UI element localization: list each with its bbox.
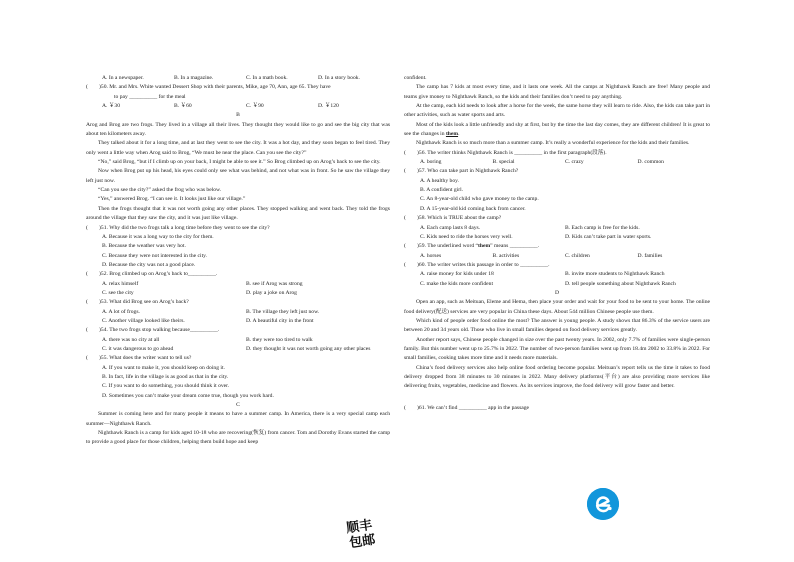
option-d: D. In a story book. bbox=[318, 75, 360, 81]
passage-b-p1: Arog and Brog are two frogs. They lived in a village all their lives. They thought they would like to go and see the big city that was about ten kilometers away. bbox=[86, 121, 390, 138]
passage-b-p5: “Can you see the city?” asked the frog who was below. bbox=[98, 187, 222, 194]
question-50-cont: to pay __________ for the meal bbox=[114, 93, 186, 100]
option-b: B. see if Arog was strong bbox=[246, 280, 303, 287]
shunfeng-logo bbox=[345, 516, 383, 548]
passage-b-p4: Now when Brog put up his head, his eyes could only see what was behind, and not what was in front. So he saw the village they left just now. bbox=[86, 168, 390, 184]
option-a: A. raise money for kids under 18 bbox=[420, 271, 494, 278]
option-c: C. it was dangerous to go ahead bbox=[102, 345, 174, 352]
option-a: A. In a newspaper. bbox=[102, 75, 144, 81]
question-54: ( )54. The two frogs stop walking because__________. bbox=[86, 327, 220, 334]
option-b: B. In a magazine. bbox=[174, 75, 214, 81]
option-a: A. A lot of frogs. bbox=[102, 308, 140, 315]
section-b-heading: B bbox=[236, 112, 240, 119]
option-c: C. children bbox=[565, 252, 590, 259]
q55-option-a: A. If you want to make it, you should keep on doing it. bbox=[102, 364, 225, 371]
passage-b-p7: Then the frogs thought that it was not worth going any other places. They stopped walking and went back. They told the frogs around the village that they saw the city, and it was just like village. bbox=[86, 205, 390, 222]
question-57: ( )57. Who can take part in Nighthawk Ranch? bbox=[404, 168, 519, 175]
q54-options-cd bbox=[86, 345, 390, 354]
q60-options-ab bbox=[404, 270, 710, 279]
option-d: D. Kids can’t take part in water sports. bbox=[565, 233, 652, 240]
passage-c-p1: Summer is coming here and for many people it means to have a summer camp. In America, there is a very special camp each summer—Nighthawk Ranch. bbox=[86, 411, 390, 427]
passage-c-p2: Nighthawk Ranch is a camp for kids aged 10-18 who are recovering(恢复) from cancer. Tom and Dorothy Evans started the camp to provide a good place for those children, helping them build hope and keep bbox=[86, 430, 390, 446]
option-a: A. horses bbox=[420, 252, 442, 259]
option-d: D. play a joke on Arog bbox=[246, 289, 297, 296]
bold-them: them bbox=[478, 243, 491, 250]
q53-options-ab bbox=[86, 308, 390, 317]
q55-option-c: C. If you want to do something, you should think it over. bbox=[102, 383, 230, 390]
option-c: C. Another village looked like theirs. bbox=[102, 317, 185, 324]
option-a: A. relax himself bbox=[102, 280, 139, 287]
text-span: Most of the kids look a little unfriendly and shy at first, but by the time the last day comes, they are different children! It is great to see the changes in bbox=[404, 121, 710, 138]
q58-options-cd bbox=[404, 233, 710, 242]
question-56: ( )56. The writer thinks Nighthawk Ranch is __________ in the first paragraph(段落). bbox=[404, 149, 607, 156]
q58-options-ab bbox=[404, 224, 710, 233]
q52-options-ab bbox=[86, 280, 390, 289]
text-span: ” means __________. bbox=[490, 243, 540, 250]
text-span: ( )59. The underlined word “ bbox=[404, 243, 478, 250]
option-c: C. Kids need to ride the horses very well. bbox=[420, 233, 513, 240]
passage-d-p2: Which kind of people order food online the most? The answer is young people. A study shows that 86.3% of the service users are between 20 and 34 years old. Those who live in small families depend on food delivery services greatly. bbox=[404, 317, 710, 334]
option-a: A. ￥30 bbox=[102, 103, 121, 110]
left-column bbox=[86, 74, 390, 448]
option-a: A. Each camp lasts 8 days. bbox=[420, 224, 481, 231]
q60-options-cd bbox=[404, 280, 710, 289]
passage-c-p3: The camp has 7 kids at most every time, and it lasts one week. All the camps at Nighthawk Ranch are free! Many people and teams give money to Nighthawk Ranch, so the kids and their families don’t need to pay anything. bbox=[404, 84, 710, 100]
option-b: B. special bbox=[492, 159, 515, 166]
passage-b-p2: They talked about it for a long time, and at last they went to see the city. It was a hot day, and they soon began to feel tired. They only went a little way when Arog said to Brog, “We must be near the place. Can you see the city?” bbox=[86, 140, 390, 156]
question-59 bbox=[404, 242, 710, 251]
svg-text:包邮: 包邮 bbox=[348, 532, 377, 548]
q52-options-cd bbox=[86, 289, 390, 298]
option-a: A. boring bbox=[420, 159, 442, 166]
option-b: B. Each camp is free for the kids. bbox=[565, 224, 640, 231]
shunfeng-logo-icon bbox=[345, 516, 383, 548]
q56-options bbox=[404, 158, 710, 167]
passage-b-p6: “Yes,” answered Brog. “I can see it. It looks just like our village.” bbox=[98, 196, 246, 203]
question-61: ( )61. We can’t find __________ app in the passage bbox=[404, 404, 530, 411]
passage-c-p0: confident. bbox=[404, 75, 427, 81]
q51-option-b: B. Because the weather was very hot. bbox=[102, 243, 186, 250]
option-b: B. ￥60 bbox=[174, 103, 192, 110]
q54-options-ab bbox=[86, 336, 390, 345]
question-52: ( )52. Brog climbed up on Arog’s back to__________. bbox=[86, 271, 218, 278]
option-b: B. they were too tired to walk bbox=[246, 336, 313, 343]
q57-option-a: A. A healthy boy. bbox=[420, 177, 459, 184]
option-c: C. ￥90 bbox=[246, 103, 264, 110]
section-c-heading: C bbox=[236, 402, 240, 409]
option-d: D. families bbox=[637, 252, 663, 259]
text-span: . bbox=[458, 131, 460, 138]
q55-option-b: B. In fact, life in the village is as good as that in the city. bbox=[102, 374, 229, 380]
option-b: B. The village they left just now. bbox=[246, 308, 320, 315]
passage-c-p6: Nighthawk Ranch is so much more than a summer camp. It’s really a wonderful experience for the kids and their families. bbox=[416, 140, 690, 147]
passage-d-p4: China’s food delivery services also help online food ordering become popular. Meituan’s report tells us the time it takes to food delivery dropped from 38 minutes to 30 minutes in 2022. Many delivery platforms(平台) are also providing more services like delivering fruits, vegetables, medicine and flowers. As its services improve, the food delivery will grow faster and better. bbox=[404, 364, 710, 390]
q51-option-a: A. Because it was a long way to the city for them. bbox=[102, 233, 214, 240]
q57-option-c: C. An 8-year-old child who gave money to the camp. bbox=[420, 196, 539, 203]
option-b: B. activities bbox=[492, 252, 520, 259]
q53-options-cd bbox=[86, 317, 390, 326]
option-b: B. invite more students to Nighthawk Ranch bbox=[565, 271, 665, 278]
q57-option-d: D. A 15-year-old kid coming back from cancer. bbox=[420, 205, 526, 212]
q57-option-b: B. A confident girl. bbox=[420, 187, 464, 194]
q59-options bbox=[404, 252, 710, 261]
question-51: ( )51. Why did the two frogs talk a long time before they went to see the city? bbox=[86, 224, 270, 231]
q49-options bbox=[86, 74, 390, 83]
section-d-heading: D bbox=[554, 289, 560, 296]
question-58: ( )58. Which is TRUE about the camp? bbox=[404, 215, 502, 222]
option-d: D. A beautiful city in the front bbox=[246, 317, 314, 324]
right-column bbox=[404, 74, 710, 413]
svg-text:顺丰: 顺丰 bbox=[345, 517, 374, 537]
option-d: D. they thought it was not worth going any other places bbox=[246, 345, 371, 352]
option-c: C. crazy bbox=[565, 159, 584, 166]
passage-d-p3: Another report says, Chinese people changed in size over the past twenty years. In 2002, only 7.7% of families were single-person family. But this number went up to 25.7% in 2022. The number of two-person families went up from 18.4m 2002 to 33.8% in 2022. For small families, cooking takes more time and it needs more materials. bbox=[404, 336, 710, 362]
passage-c-p5 bbox=[404, 121, 710, 140]
passage-c-p4: At the camp, each kid needs to look after a horse for the week, the same horse they will learn to ride. Also, the kids can take part in other activities, such as water sports and arts. bbox=[404, 103, 710, 119]
option-d: D. ￥120 bbox=[318, 103, 339, 110]
underlined-them: them bbox=[445, 131, 459, 138]
q55-option-d: D. Sometimes you can’t make your dream come true, though you work hard. bbox=[102, 392, 274, 399]
passage-d-p1: Open an app, such as Meituan, Eleme and Hema, then place your order and wait for your food to be sent to your home. The online food delivery(配送) services are very popular in China these days. About 544 million Chinese people use them. bbox=[404, 299, 710, 315]
option-c: C. see the city bbox=[102, 289, 134, 296]
question-60: ( )60. The writer writes this passage in order to __________. bbox=[404, 261, 550, 268]
option-a: A. there was no city at all bbox=[102, 336, 160, 343]
option-c: C. make the kids more confident bbox=[420, 280, 494, 287]
question-53: ( )53. What did Brog see on Arog’s back? bbox=[86, 299, 189, 306]
q51-option-c: C. Because they were not interested in the city. bbox=[102, 252, 207, 259]
passage-b-p3: “No,” said Brog, “but if I climb up on your back, I might be able to see it.” So Brog climbed up on Arog’s back to see the city. bbox=[98, 159, 381, 166]
option-c: C. In a math book. bbox=[246, 75, 288, 81]
question-50: ( )50. Mr. and Mrs. White wanted Dessert Shop with their parents, Mike, age 70, Ann, age 65. They have bbox=[86, 84, 331, 91]
q50-options bbox=[86, 102, 390, 111]
eleme-app-icon bbox=[587, 488, 619, 520]
option-d: D. tell people something about Nighthawk Ranch bbox=[565, 280, 676, 287]
option-d: D. common bbox=[637, 159, 664, 166]
question-55: ( )55. What does the writer want to tell us? bbox=[86, 355, 192, 362]
q51-option-d: D. Because the city was not a good place. bbox=[102, 261, 196, 268]
spacer bbox=[404, 392, 710, 404]
e-letter-icon bbox=[587, 488, 619, 520]
